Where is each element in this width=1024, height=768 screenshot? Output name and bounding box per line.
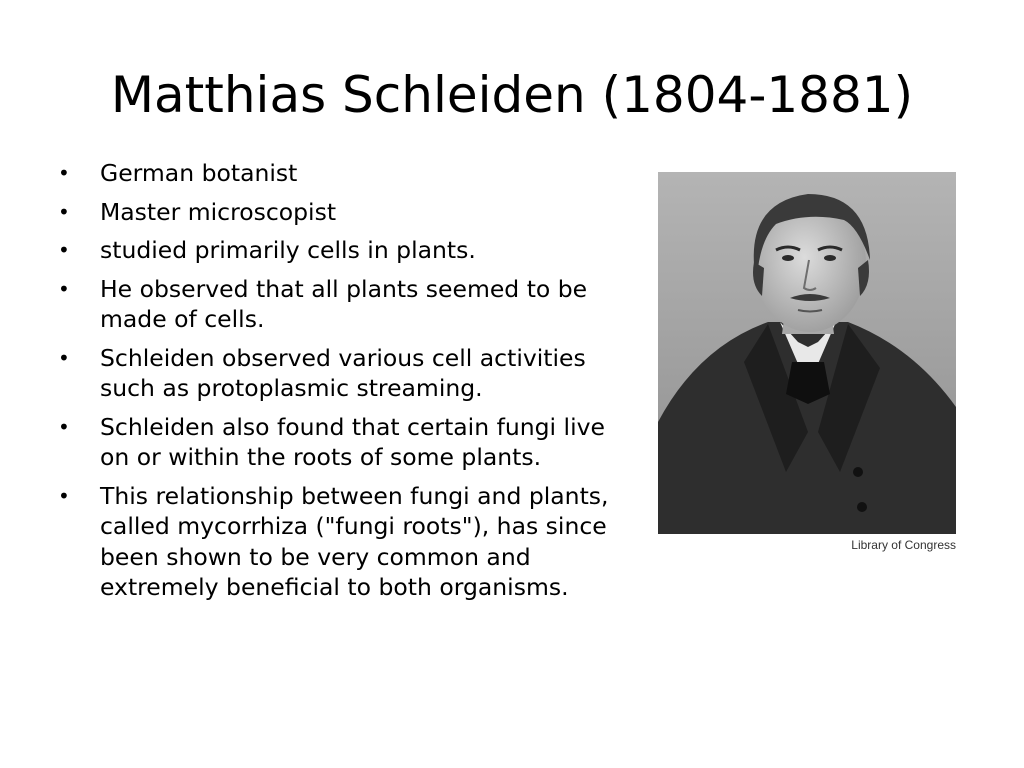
bullet-marker: • xyxy=(58,238,70,262)
bullet-marker: • xyxy=(58,345,70,370)
bullet-marker: • xyxy=(58,161,70,185)
bullet-item xyxy=(58,343,618,404)
bullet-marker: • xyxy=(58,276,70,301)
bullet-text: studied primarily cells in plants. xyxy=(100,236,476,264)
bullet-item xyxy=(58,197,618,228)
bullet-text: Schleiden also found that certain fungi live on or within the roots of some plants. xyxy=(100,412,605,471)
bullet-item xyxy=(58,235,618,266)
bullet-item xyxy=(58,274,618,335)
portrait-illustration xyxy=(658,172,956,534)
bullet-text: Schleiden observed various cell activities such as protoplasmic streaming. xyxy=(100,343,586,402)
image-credit: Library of Congress xyxy=(851,538,956,552)
bullet-text: German botanist xyxy=(100,159,298,187)
bullet-item xyxy=(58,158,618,189)
bullet-text: This relationship between fungi and plants, called mycorrhiza ("fungi roots"), has since been shown to be very common and extremely beneficial to both organisms. xyxy=(100,481,609,601)
bullet-marker: • xyxy=(58,483,70,508)
bullet-item xyxy=(58,481,618,603)
bullet-marker: • xyxy=(58,414,70,439)
bullet-item xyxy=(58,412,618,473)
slide-title: Matthias Schleiden (1804-1881) xyxy=(110,66,914,124)
bullet-list xyxy=(58,158,618,611)
bullet-text: He observed that all plants seemed to be made of cells. xyxy=(100,274,588,333)
bullet-text: Master microscopist xyxy=(100,197,337,226)
portrait-photo xyxy=(658,172,956,534)
bullet-marker: • xyxy=(58,199,70,224)
